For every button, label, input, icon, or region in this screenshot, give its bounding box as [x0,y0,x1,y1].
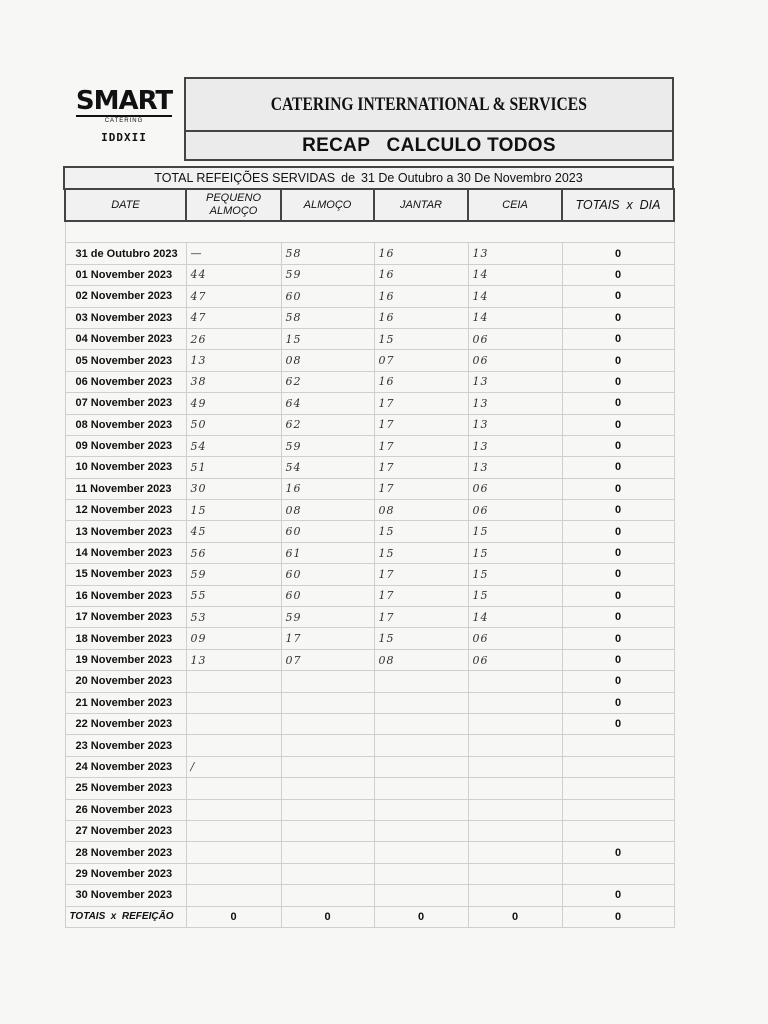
row-date: 04 November 2023 [65,328,186,349]
row-total-dia: 0 [562,414,674,435]
row-pequeno-almoco: 13 [186,350,281,371]
table-row [65,350,674,371]
row-pequeno-almoco [186,671,281,692]
row-date: 08 November 2023 [65,414,186,435]
table-row [65,414,674,435]
row-jantar: 17 [374,478,468,499]
total-almoco: 0 [281,906,374,927]
row-date: 02 November 2023 [65,286,186,307]
row-pequeno-almoco: 38 [186,371,281,392]
row-total-dia: 0 [562,521,674,542]
row-jantar [374,671,468,692]
row-ceia: 06 [468,500,562,521]
row-jantar: 15 [374,542,468,563]
row-ceia: 15 [468,585,562,606]
row-date: 09 November 2023 [65,435,186,456]
table-row [65,478,674,499]
table-row [65,735,674,756]
row-pequeno-almoco: 30 [186,478,281,499]
company-logo [68,88,180,144]
row-jantar: 17 [374,414,468,435]
table-body [65,221,674,927]
row-ceia [468,863,562,884]
row-almoco: 59 [281,607,374,628]
logo-mark: IDDXII [101,131,147,144]
row-jantar: 15 [374,628,468,649]
row-jantar [374,820,468,841]
total-jantar: 0 [374,906,468,927]
total-ceia: 0 [468,906,562,927]
row-total-dia [562,799,674,820]
row-almoco: 58 [281,243,374,264]
row-total-dia: 0 [562,328,674,349]
row-pequeno-almoco: 50 [186,414,281,435]
row-almoco [281,863,374,884]
row-total-dia: 0 [562,286,674,307]
row-jantar [374,713,468,734]
row-almoco: 15 [281,328,374,349]
row-total-dia [562,735,674,756]
row-ceia [468,756,562,777]
row-almoco [281,735,374,756]
row-date: 19 November 2023 [65,649,186,670]
table-row [65,756,674,777]
table-row [65,820,674,841]
row-almoco [281,713,374,734]
period-label: TOTAL REFEIÇÕES SERVIDAS [154,171,336,185]
row-jantar: 08 [374,649,468,670]
col-header-pequeno-line1: PEQUENO [205,192,261,204]
table-row [65,500,674,521]
row-jantar: 17 [374,435,468,456]
col-header-ceia: CEIA [468,189,562,221]
row-total-dia: 0 [562,457,674,478]
row-ceia [468,713,562,734]
row-total-dia: 0 [562,371,674,392]
row-date: 01 November 2023 [65,264,186,285]
col-header-almoco: ALMOÇO [281,189,374,221]
row-pequeno-almoco [186,885,281,906]
row-date: 16 November 2023 [65,585,186,606]
row-total-dia [562,756,674,777]
row-total-dia: 0 [562,842,674,863]
row-date: 14 November 2023 [65,542,186,563]
totals-label: TOTAIS x REFEIÇÃO [65,906,186,927]
row-date: 30 November 2023 [65,885,186,906]
period-banner [63,166,674,190]
row-jantar: 16 [374,243,468,264]
row-almoco: 60 [281,564,374,585]
row-total-dia [562,863,674,884]
row-date: 15 November 2023 [65,564,186,585]
meals-recap-table [64,188,675,928]
row-date: 11 November 2023 [65,478,186,499]
row-ceia: 13 [468,393,562,414]
row-jantar: 08 [374,500,468,521]
total-pequeno-almoco: 0 [186,906,281,927]
row-jantar [374,842,468,863]
col-header-pequeno-almoco [186,189,281,221]
row-pequeno-almoco: 59 [186,564,281,585]
table-row [65,521,674,542]
row-pequeno-almoco: 09 [186,628,281,649]
row-pequeno-almoco [186,799,281,820]
col-header-totais-dia: TOTAIS x DIA [562,189,674,221]
row-pequeno-almoco: / [186,756,281,777]
table-row [65,371,674,392]
col-header-pequeno-line2: ALMOÇO [209,205,258,217]
row-date: 07 November 2023 [65,393,186,414]
row-pequeno-almoco [186,692,281,713]
row-ceia: 15 [468,542,562,563]
row-pequeno-almoco [186,842,281,863]
row-total-dia: 0 [562,692,674,713]
row-ceia: 13 [468,457,562,478]
row-pequeno-almoco: 51 [186,457,281,478]
row-date: 22 November 2023 [65,713,186,734]
spacer-row [65,221,674,243]
row-pequeno-almoco: 26 [186,328,281,349]
row-almoco: 17 [281,628,374,649]
row-ceia: 06 [468,649,562,670]
row-jantar [374,735,468,756]
row-almoco [281,778,374,799]
table-row [65,243,674,264]
row-date: 23 November 2023 [65,735,186,756]
row-pequeno-almoco [186,820,281,841]
table-row [65,393,674,414]
row-pequeno-almoco: 13 [186,649,281,670]
row-ceia: 14 [468,264,562,285]
document-subtitle: RECAP CALCULO TODOS [302,134,556,156]
table-row [65,713,674,734]
row-total-dia: 0 [562,478,674,499]
row-date: 17 November 2023 [65,607,186,628]
row-ceia [468,842,562,863]
row-ceia: 14 [468,286,562,307]
row-pequeno-almoco [186,735,281,756]
row-total-dia: 0 [562,671,674,692]
row-jantar: 17 [374,607,468,628]
row-date: 28 November 2023 [65,842,186,863]
row-almoco [281,885,374,906]
row-ceia: 15 [468,521,562,542]
row-ceia [468,735,562,756]
row-pequeno-almoco: — [186,243,281,264]
row-almoco: 59 [281,435,374,456]
row-date: 12 November 2023 [65,500,186,521]
row-date: 21 November 2023 [65,692,186,713]
row-date: 05 November 2023 [65,350,186,371]
table-row [65,457,674,478]
row-almoco [281,671,374,692]
row-almoco: 59 [281,264,374,285]
table-row [65,585,674,606]
row-jantar [374,863,468,884]
row-ceia: 06 [468,478,562,499]
row-jantar: 15 [374,328,468,349]
row-jantar: 15 [374,521,468,542]
row-ceia: 06 [468,350,562,371]
row-pequeno-almoco [186,713,281,734]
table-row [65,799,674,820]
row-jantar [374,799,468,820]
row-almoco: 62 [281,414,374,435]
row-ceia: 13 [468,435,562,456]
row-pequeno-almoco: 15 [186,500,281,521]
row-total-dia [562,820,674,841]
row-almoco [281,756,374,777]
row-pequeno-almoco: 53 [186,607,281,628]
row-almoco: 61 [281,542,374,563]
total-geral: 0 [562,906,674,927]
row-total-dia: 0 [562,264,674,285]
logo-subtext: CATERING [76,115,172,125]
row-jantar: 17 [374,564,468,585]
row-ceia: 15 [468,564,562,585]
row-almoco: 60 [281,521,374,542]
row-jantar: 17 [374,393,468,414]
row-ceia: 13 [468,414,562,435]
row-date: 25 November 2023 [65,778,186,799]
row-total-dia: 0 [562,885,674,906]
logo-word: SMART [75,86,173,116]
row-date: 26 November 2023 [65,799,186,820]
table-row [65,286,674,307]
row-jantar: 16 [374,264,468,285]
row-jantar: 16 [374,307,468,328]
row-date: 10 November 2023 [65,457,186,478]
row-almoco: 60 [281,585,374,606]
row-ceia [468,820,562,841]
row-total-dia: 0 [562,542,674,563]
row-jantar: 16 [374,371,468,392]
row-almoco [281,692,374,713]
table-row [65,863,674,884]
table-row [65,778,674,799]
period-range: 31 De Outubro a 30 De Novembro 2023 [361,171,583,185]
row-almoco: 08 [281,350,374,371]
row-almoco: 60 [281,286,374,307]
row-almoco [281,842,374,863]
row-ceia [468,692,562,713]
row-ceia [468,671,562,692]
table-row [65,671,674,692]
document-title: CATERING INTERNATIONAL & SERVICES [270,94,588,115]
row-date: 24 November 2023 [65,756,186,777]
row-date: 27 November 2023 [65,820,186,841]
row-total-dia: 0 [562,585,674,606]
row-pequeno-almoco: 47 [186,307,281,328]
row-almoco: 62 [281,371,374,392]
row-almoco: 54 [281,457,374,478]
row-jantar: 17 [374,457,468,478]
table-row [65,885,674,906]
row-total-dia: 0 [562,393,674,414]
row-ceia: 06 [468,628,562,649]
period-de: de [341,171,356,185]
row-date: 20 November 2023 [65,671,186,692]
row-almoco [281,799,374,820]
row-jantar [374,885,468,906]
row-almoco: 07 [281,649,374,670]
document-title-box [184,77,674,133]
row-total-dia: 0 [562,350,674,371]
row-date: 18 November 2023 [65,628,186,649]
table-row [65,328,674,349]
row-jantar: 16 [374,286,468,307]
table-row [65,607,674,628]
table-row [65,564,674,585]
row-almoco: 64 [281,393,374,414]
row-pequeno-almoco [186,778,281,799]
row-jantar [374,756,468,777]
col-header-jantar: JANTAR [374,189,468,221]
row-pequeno-almoco: 47 [186,286,281,307]
row-jantar [374,778,468,799]
row-total-dia: 0 [562,649,674,670]
table-header-row [65,189,674,221]
row-ceia [468,778,562,799]
row-total-dia: 0 [562,435,674,456]
row-date: 31 de Outubro 2023 [65,243,186,264]
row-almoco: 58 [281,307,374,328]
row-total-dia: 0 [562,500,674,521]
row-ceia [468,885,562,906]
row-pequeno-almoco: 45 [186,521,281,542]
col-header-date: DATE [65,189,186,221]
row-pequeno-almoco: 56 [186,542,281,563]
row-jantar [374,692,468,713]
row-pequeno-almoco: 44 [186,264,281,285]
table-row [65,542,674,563]
table-row [65,692,674,713]
totals-row [65,906,674,927]
row-jantar: 07 [374,350,468,371]
row-ceia [468,799,562,820]
document-subtitle-box [184,130,674,161]
row-ceia: 13 [468,371,562,392]
row-date: 06 November 2023 [65,371,186,392]
row-jantar: 17 [374,585,468,606]
row-date: 13 November 2023 [65,521,186,542]
row-total-dia: 0 [562,564,674,585]
table-row [65,307,674,328]
row-ceia: 06 [468,328,562,349]
row-total-dia: 0 [562,243,674,264]
row-almoco: 16 [281,478,374,499]
table-row [65,649,674,670]
table-row [65,435,674,456]
row-pequeno-almoco [186,863,281,884]
table-row [65,264,674,285]
row-total-dia [562,778,674,799]
row-almoco: 08 [281,500,374,521]
row-almoco [281,820,374,841]
row-date: 29 November 2023 [65,863,186,884]
row-ceia: 13 [468,243,562,264]
row-total-dia: 0 [562,307,674,328]
row-ceia: 14 [468,607,562,628]
row-pequeno-almoco: 55 [186,585,281,606]
table-row [65,628,674,649]
row-total-dia: 0 [562,607,674,628]
row-ceia: 14 [468,307,562,328]
table-row [65,842,674,863]
row-pequeno-almoco: 54 [186,435,281,456]
row-pequeno-almoco: 49 [186,393,281,414]
row-total-dia: 0 [562,713,674,734]
row-total-dia: 0 [562,628,674,649]
row-date: 03 November 2023 [65,307,186,328]
